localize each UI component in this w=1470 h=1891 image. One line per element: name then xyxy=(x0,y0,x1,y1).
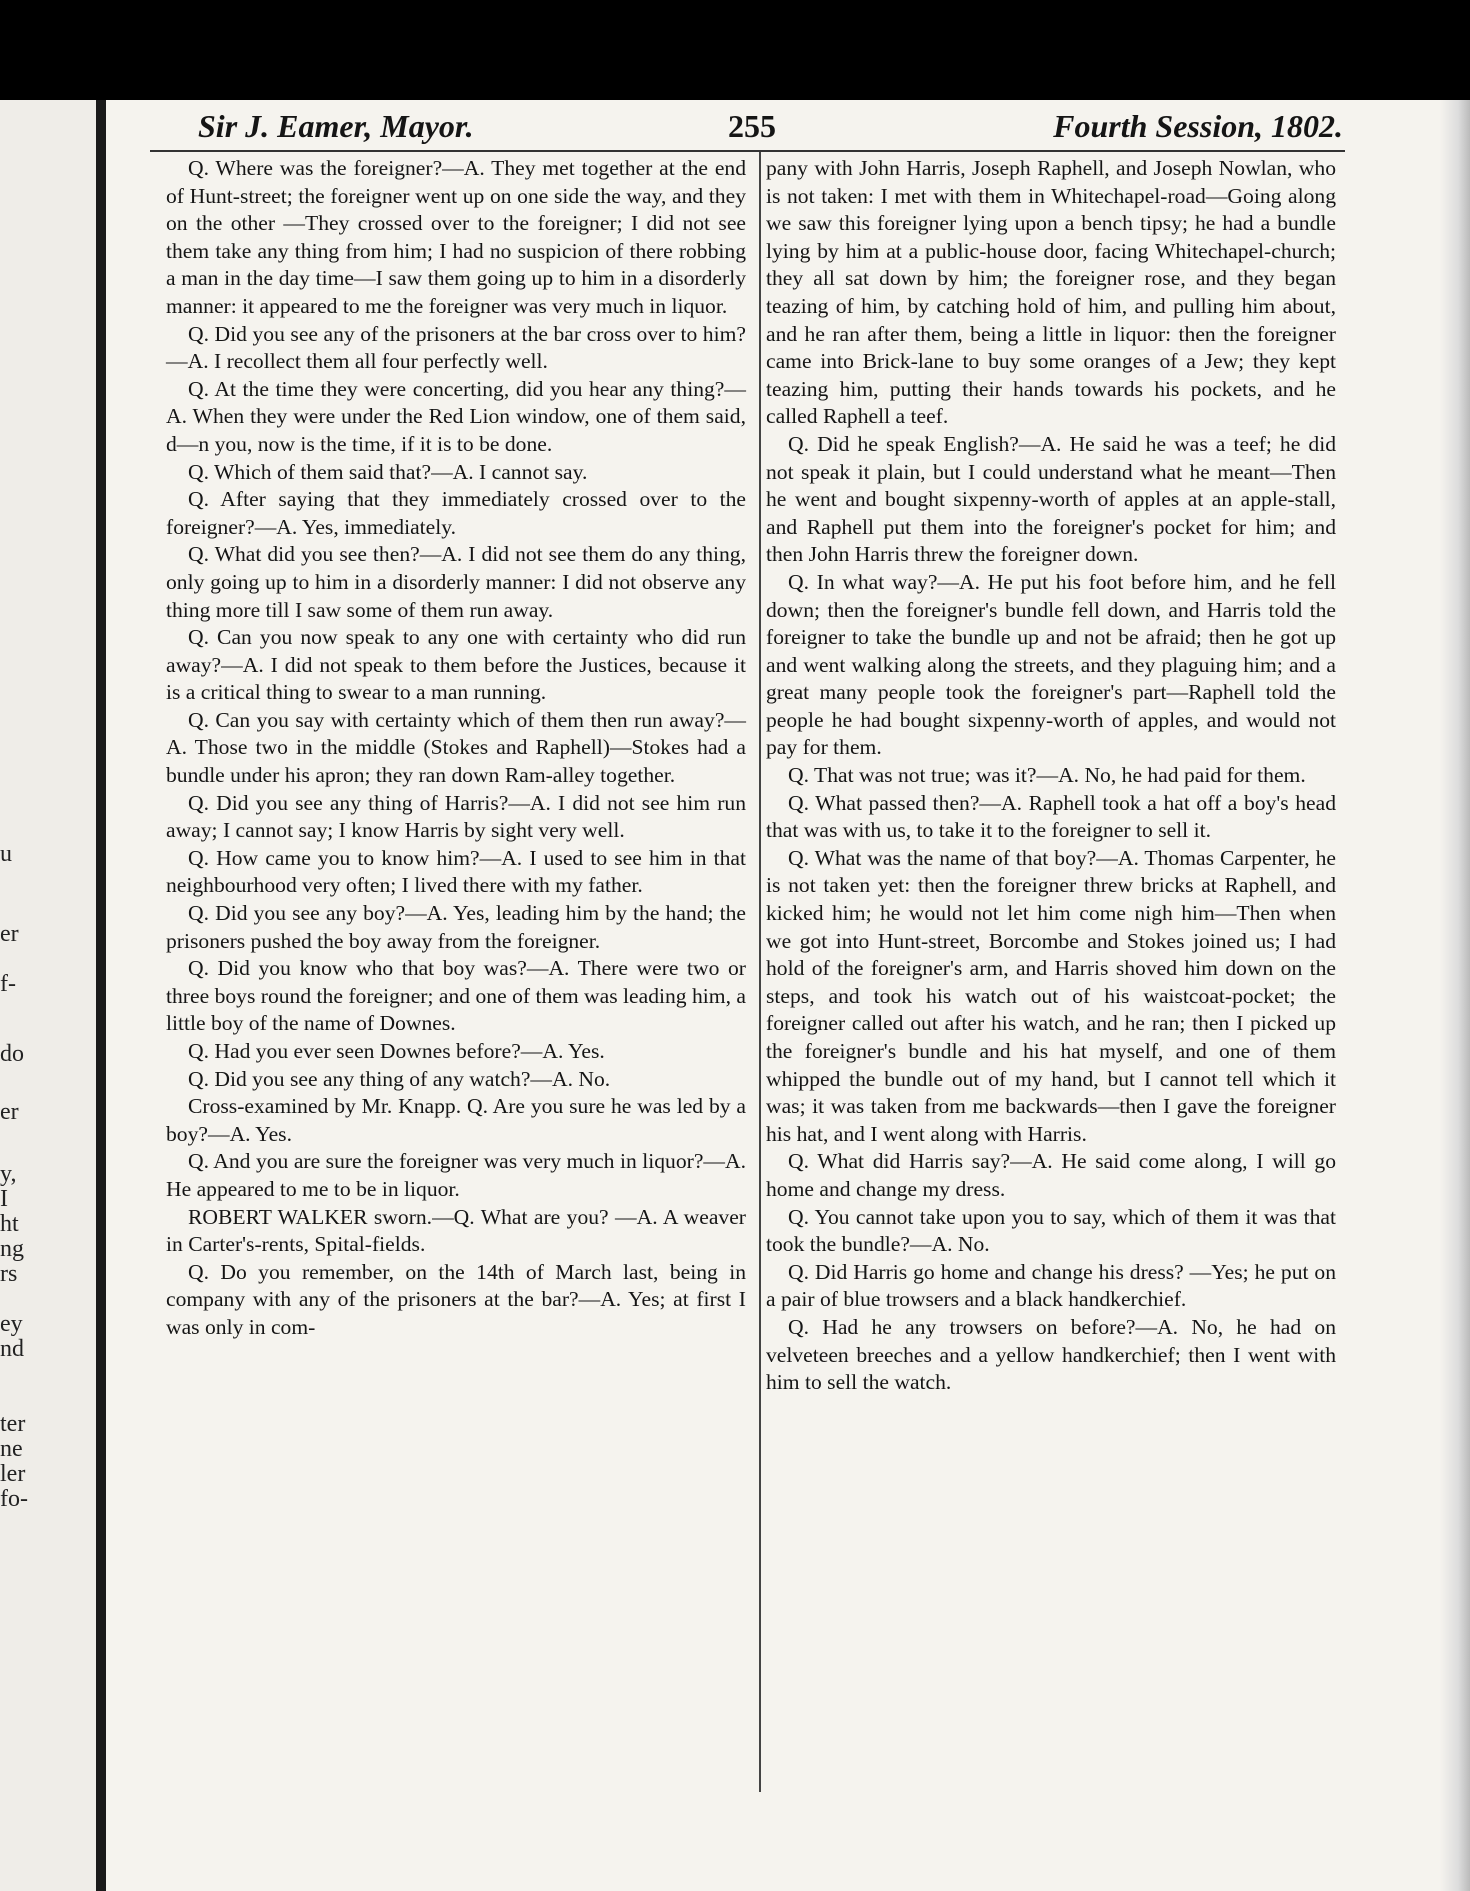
paragraph: Q. What did Harris say?—A. He said come along, I will go home and change my dress. xyxy=(766,1149,1336,1201)
paragraph: Q. Did you see any boy?—A. Yes, leading him by the hand; the prisoners pushed the boy away from the foreigner. xyxy=(166,901,746,953)
paragraph: Q. Can you now speak to any one with certainty who did run away?—A. I did not speak to them before the Justices, because it is a critical thing to swear to a man running. xyxy=(166,625,746,705)
paragraph: Q. Did he speak English?—A. He said he was a teef; he did not speak it plain, but I could understand what he meant—Then he went and bought sixpenny-worth of apples at an apple-stall, and Raphell put them into the foreigner's pocket for him; and then John Harris threw the foreigner down. xyxy=(766,431,1336,567)
facing-page-fragment: ht xyxy=(0,1211,19,1237)
paragraph: Q. What did you see then?—A. I did not see them do any thing, only going up to him in a disorderly manner: I did not observe any thing more till I saw some of them run away. xyxy=(166,542,746,622)
paragraph: Q. In what way?—A. He put his foot before him, and he fell down; then the foreigner's bundle fell down, and Harris told the foreigner to take the bundle up and not be afraid; then he got up and went walking along the streets, and they plaguing him; and a great many people took the foreigner's part—Raphell told the people he had bought sixpenny-worth of apples, and would not pay for them. xyxy=(766,569,1336,760)
paragraph: Q. Did you see any thing of any watch?—A. No. xyxy=(188,1066,611,1091)
paragraph: Q. Had he any trowsers on before?—A. No, he had on velveteen breeches and a yellow handkerchief; then I went with him to sell the watch. xyxy=(766,1314,1336,1395)
facing-page-fragment: er xyxy=(0,921,19,947)
paragraph: Cross-examined by Mr. Knapp. Q. Are you sure he was led by a boy?—A. Yes. xyxy=(166,1094,746,1146)
paragraph: Q. Can you say with certainty which of them then run away?—A. Those two in the middle (Stokes and Raphell)—Stokes had a bundle under his apron; they ran down Ram-alley together. xyxy=(166,707,746,788)
running-header xyxy=(168,106,1343,150)
paragraph: pany with John Harris, Joseph Raphell, and Joseph Nowlan, who is not taken: I met with them in Whitechapel-road—Going along we saw this foreigner lying upon a bench tipsy; he had a bundle lying by him at a public-house door, facing Whitechapel-church; they all sat down by him; the foreigner rose, and they began teazing of him, by catching hold of him, and pulling him about, and he ran after them, being a little in liquor: then the foreigner came into Brick-lane to buy some oranges of a Jew; they kept teazing him, putting their hands towards his pockets, and he called Raphell a teef. xyxy=(766,156,1336,429)
facing-page-fragment: do xyxy=(0,1041,24,1067)
paragraph: Q. How came you to know him?—A. I used to see him in that neighbourhood very often; I lived there with my father. xyxy=(166,845,746,898)
page-edge-shadow xyxy=(1440,100,1470,1891)
header-session: Fourth Session, 1802. xyxy=(1053,108,1343,144)
paragraph: Q. Did you see any of the prisoners at the bar cross over to him?—A. I recollect them all four perfectly well. xyxy=(166,321,746,374)
paragraph: Q. Where was the foreigner?—A. They met together at the end of Hunt-street; the foreigner went up on one side the way, and they on the other —They crossed over to the foreigner; I did not see them take any thing from him; I had no suspicion of there robbing a man in the day time—I saw them going up to him in a disorderly manner: it appeared to me the foreigner was very much in liquor. xyxy=(166,156,746,318)
text-column-right xyxy=(766,155,1336,1397)
column-divider xyxy=(759,152,761,1792)
paragraph: Q. Did Harris go home and change his dress? —Yes; he put on a pair of blue trowsers and a black handkerchief. xyxy=(766,1259,1336,1312)
header-rule xyxy=(150,150,1345,152)
facing-page-fragment: u xyxy=(0,841,12,867)
facing-page-fragment: y, xyxy=(0,1161,17,1187)
paragraph: Q. Which of them said that?—A. I cannot say. xyxy=(188,459,588,484)
paragraph: Q. Had you ever seen Downes before?—A. Yes. xyxy=(188,1039,605,1063)
facing-page-fragment: I xyxy=(0,1186,8,1212)
paragraph: Q. That was not true; was it?—A. No, he had paid for them. xyxy=(788,763,1306,788)
facing-page-fragment: nd xyxy=(0,1336,24,1362)
header-mayor: Sir J. Eamer, Mayor. xyxy=(198,108,474,144)
facing-page-fragment: rs xyxy=(0,1261,18,1287)
paragraph: Q. And you are sure the foreigner was very much in liquor?—A. He appeared to me to be in liquor. xyxy=(166,1149,746,1201)
facing-page-fragment: er xyxy=(0,1099,19,1125)
facing-page-fragment: fo- xyxy=(0,1486,28,1512)
paragraph: Q. At the time they were concerting, did you hear any thing?—A. When they were under the Red Lion window, one of them said, d—n you, now is the time, if it is to be done. xyxy=(166,376,746,456)
paragraph: Q. What was the name of that boy?—A. Thomas Carpenter, he is not taken yet: then the foreigner threw bricks at Raphell, and kicked him; he would not let him come nigh him—Then when we got into Hunt-street, Borcombe and Stokes joined us; I had hold of the foreigner's arm, and Harris shoved him down on the steps, and took his watch out of his waistcoat-pocket; the foreigner called out after his watch, and he ran; then I picked up the foreigner's bundle and his hat myself, and one of them whipped the bundle out of my hand, but I cannot tell which it was; it was taken from me backwards—then I gave the foreigner his hat, and I went along with Harris. xyxy=(766,845,1336,1146)
book-gutter xyxy=(96,100,106,1891)
page-number: 255 xyxy=(728,108,776,144)
facing-page-fragment: ey xyxy=(0,1311,23,1337)
paragraph: Q. What passed then?—A. Raphell took a hat off a boy's head that was with us, to take it to the foreigner to sell it. xyxy=(766,790,1336,843)
paragraph: Q. You cannot take upon you to say, which of them it was that took the bundle?—A. No. xyxy=(766,1204,1336,1257)
facing-page-fragment: ne xyxy=(0,1436,23,1462)
paragraph: Q. Did you see any thing of Harris?—A. I did not see him run away; I cannot say; I know Harris by sight very well. xyxy=(166,790,746,843)
facing-page-fragment: ng xyxy=(0,1236,24,1262)
paragraph: ROBERT WALKER sworn.—Q. What are you? —A. A weaver in Carter's-rents, Spital-fields. xyxy=(166,1204,746,1257)
facing-page-fragment: ter xyxy=(0,1411,26,1437)
paragraph: Q. After saying that they immediately crossed over to the foreigner?—A. Yes, immediately. xyxy=(166,487,746,539)
facing-page-edge xyxy=(0,100,96,1891)
paragraph: Q. Did you know who that boy was?—A. There were two or three boys round the foreigner; and one of them was leading him, a little boy of the name of Downes. xyxy=(166,956,746,1036)
facing-page-fragment: ler xyxy=(0,1461,26,1487)
text-column-left xyxy=(166,155,746,1342)
facing-page-fragment: f- xyxy=(0,971,16,997)
paragraph: Q. Do you remember, on the 14th of March last, being in company with any of the prisoners at the bar?—A. Yes; at first I was only in com- xyxy=(166,1259,746,1339)
